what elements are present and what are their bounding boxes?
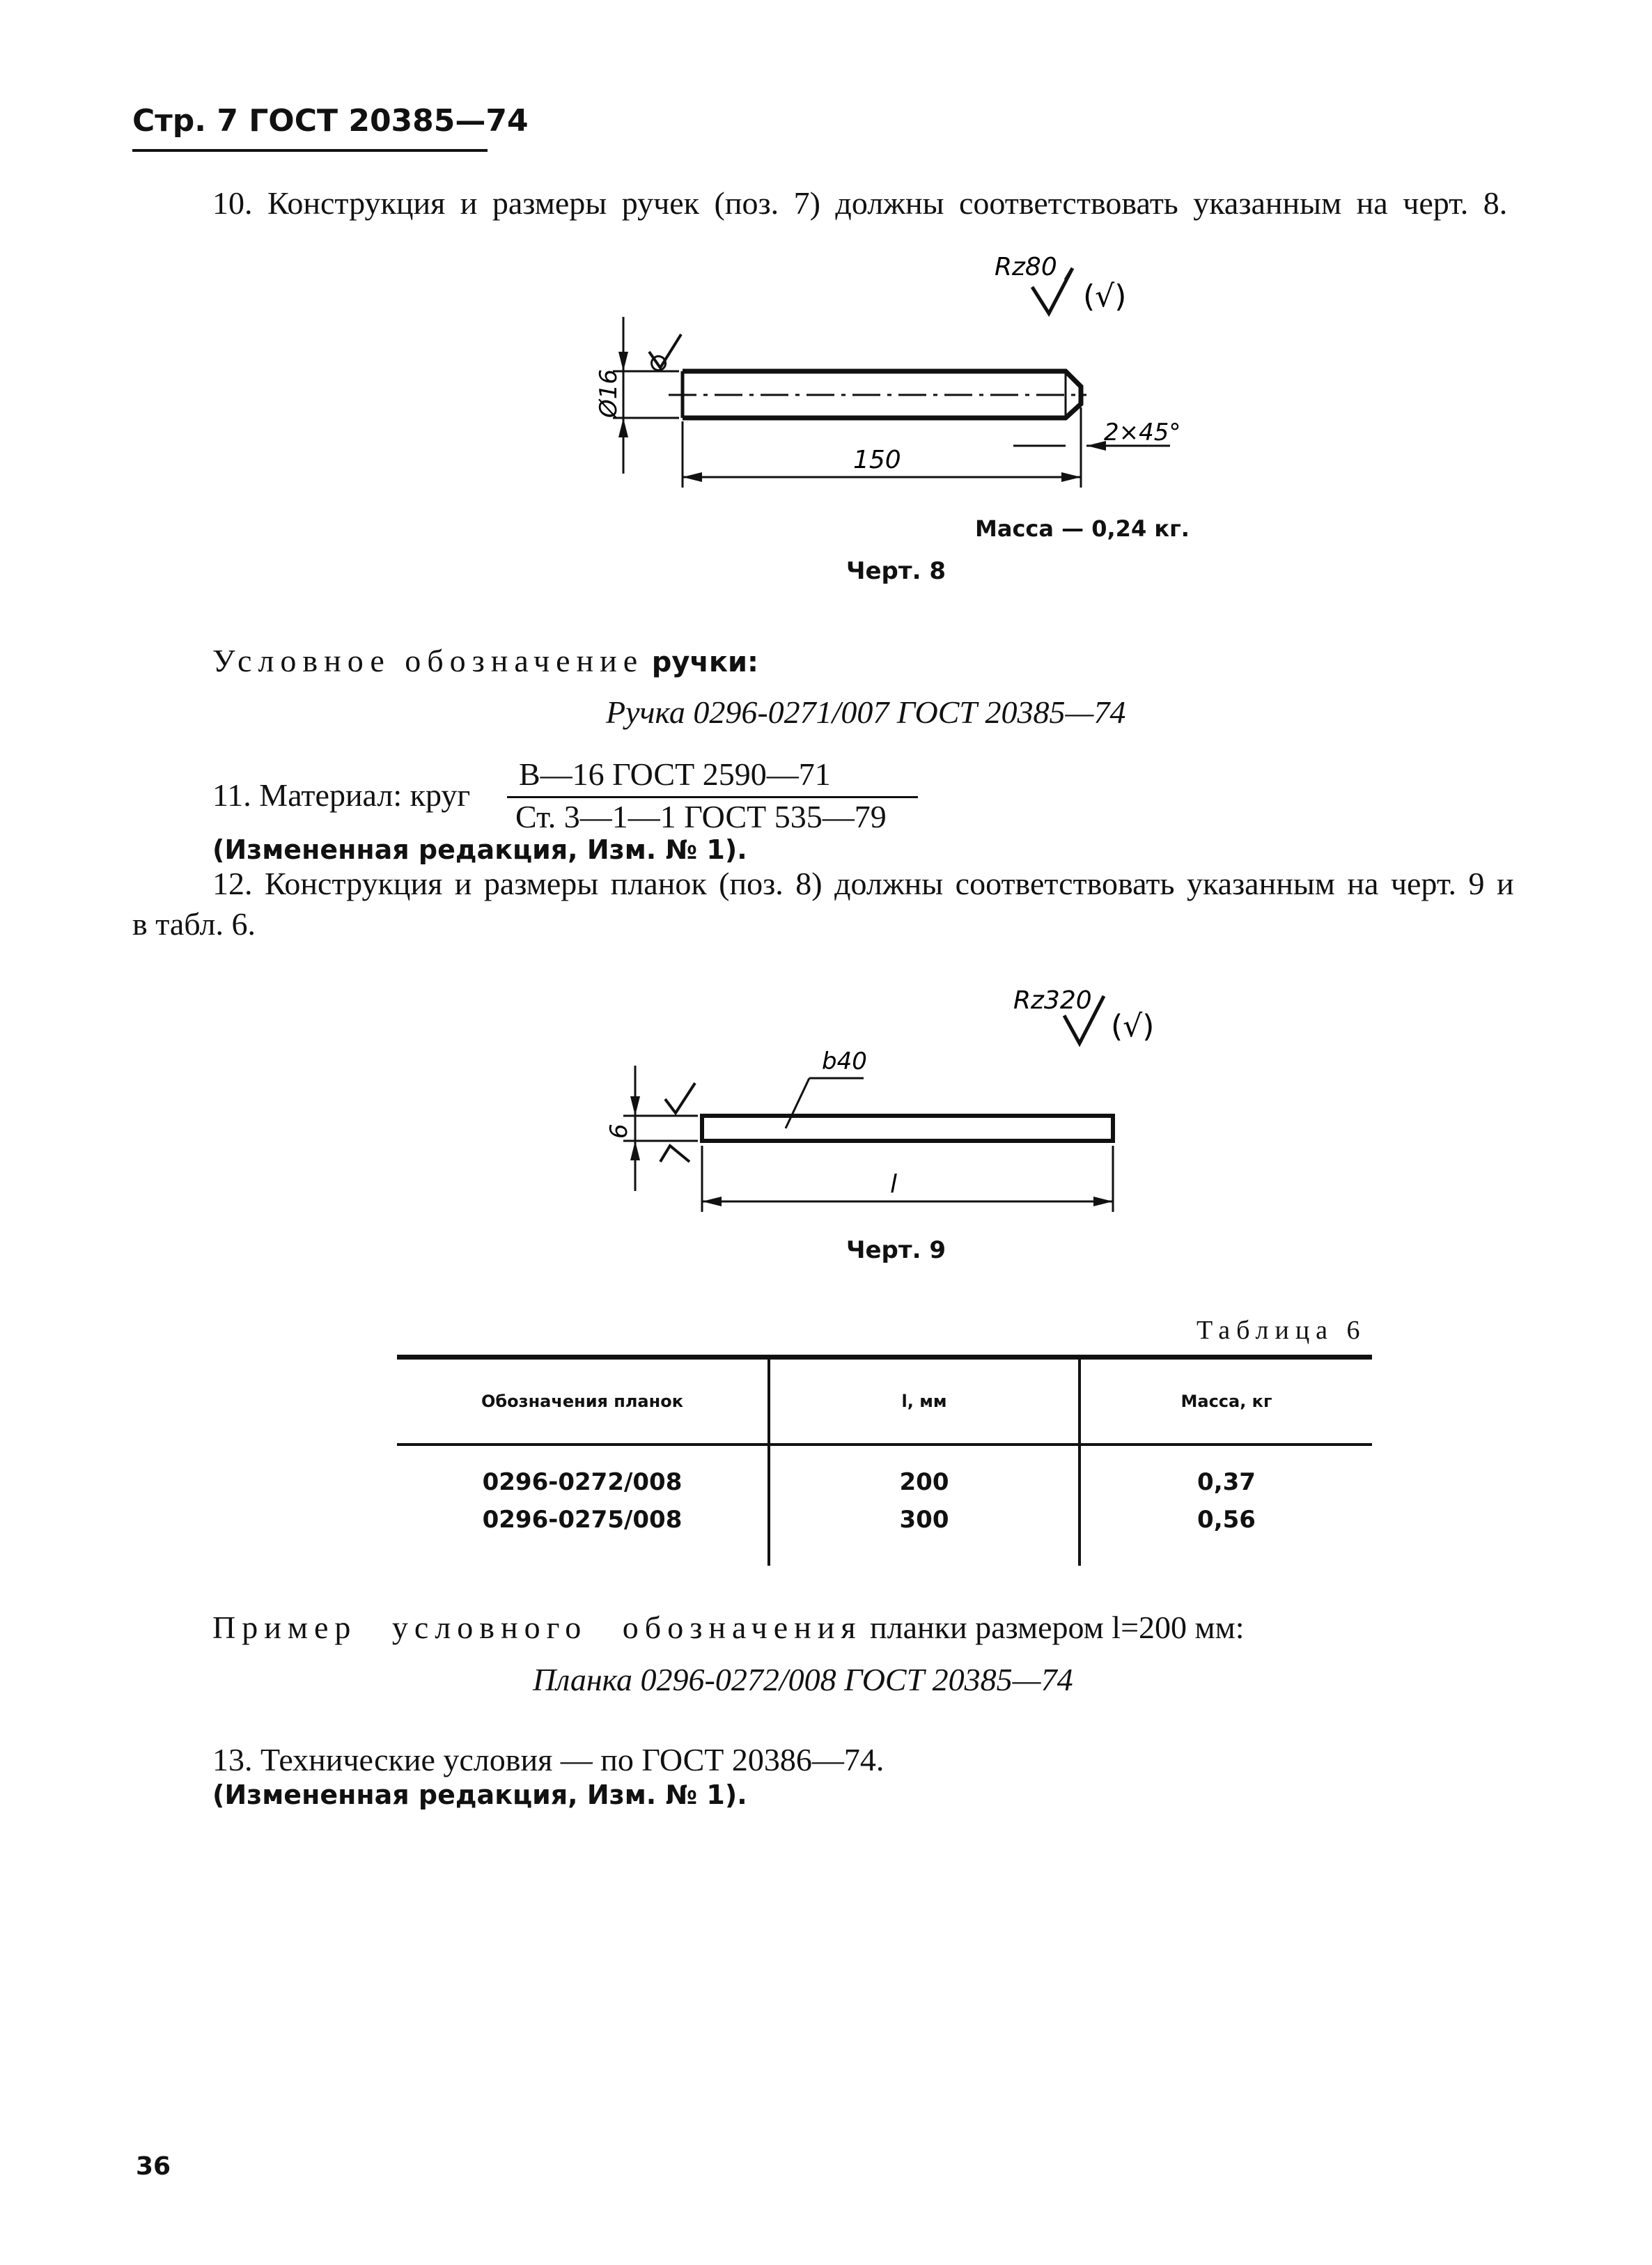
drawing9-roughness-paren: (√) (1111, 1009, 1155, 1044)
example-label-rest: планки размером l=200 мм: (870, 1610, 1245, 1645)
drawing9-thickness: 6 (605, 1123, 633, 1139)
table-cell: 300 (769, 1501, 1080, 1566)
example-label (212, 1609, 1245, 1646)
item-11-denominator: Ст. 3—1—1 ГОСТ 535—79 (515, 799, 887, 834)
table-header-length: l, мм (769, 1357, 1080, 1445)
handle-label-spaced: Условное обозначение (212, 643, 644, 678)
header-page: Стр. 7 (132, 103, 238, 139)
table-cell: 200 (769, 1445, 1080, 1501)
drawing8-caption: Черт. 8 (846, 557, 946, 585)
drawing8-mass: Масса — 0,24 кг. (975, 515, 1190, 542)
drawing8-roughness: Rz80 (995, 253, 1057, 281)
drawing9-roughness: Rz320 (1013, 986, 1092, 1015)
item-13: 13. Технические условия — по ГОСТ 20386—74. (212, 1742, 885, 1777)
item-12-line1: 12. Конструкция и размеры планок (поз. 8) должны соответствовать указанным на черт. 9 и (212, 866, 1514, 901)
table-header-designation: Обозначения планок (397, 1357, 769, 1445)
table-6 (397, 1355, 1372, 1566)
drawing8-chamfer: 2×45° (1104, 419, 1181, 446)
header-standard: ГОСТ 20385—74 (249, 103, 529, 139)
item-11-prefix: 11. Материал: круг (212, 777, 471, 813)
table-header-row (397, 1357, 1372, 1445)
drawing9-caption: Черт. 9 (846, 1236, 946, 1264)
table-cell: 0296-0272/008 (482, 1468, 683, 1496)
drawing9-length: l (890, 1170, 898, 1199)
handle-label-rest: ручки: (651, 646, 759, 678)
table-row (397, 1501, 1372, 1566)
example-designation: Планка 0296-0272/008 ГОСТ 20385—74 (533, 1662, 1073, 1697)
page-number: 36 (136, 2152, 171, 2181)
item-12-line2: в табл. 6. (132, 906, 256, 942)
table-header-mass: Масса, кг (1080, 1357, 1372, 1445)
table-row (397, 1445, 1372, 1501)
revision-note-2: (Измененная редакция, Изм. № 1). (212, 1780, 747, 1810)
table-cell: 0,56 (1080, 1501, 1372, 1566)
drawing8-diameter: Ø16 (595, 368, 623, 418)
drawing9-width: b40 (822, 1048, 867, 1075)
example-label-spaced: Пример условного обозначения (212, 1610, 862, 1645)
drawing8-roughness-paren: (√) (1083, 279, 1127, 314)
table-cell: 0,37 (1080, 1445, 1372, 1501)
table-cell: 0296-0275/008 (482, 1506, 683, 1534)
revision-note-1: (Измененная редакция, Изм. № 1). (212, 834, 747, 865)
item-10: 10. Конструкция и размеры ручек (поз. 7) должны соответствовать указанным на черт. 8. (212, 185, 1508, 221)
drawing8-length: 150 (853, 446, 901, 474)
item-11-numerator: В—16 ГОСТ 2590—71 (519, 756, 831, 792)
handle-designation: Ручка 0296-0271/007 ГОСТ 20385—74 (606, 694, 1126, 730)
table6-title: Таблица 6 (1197, 1316, 1366, 1345)
